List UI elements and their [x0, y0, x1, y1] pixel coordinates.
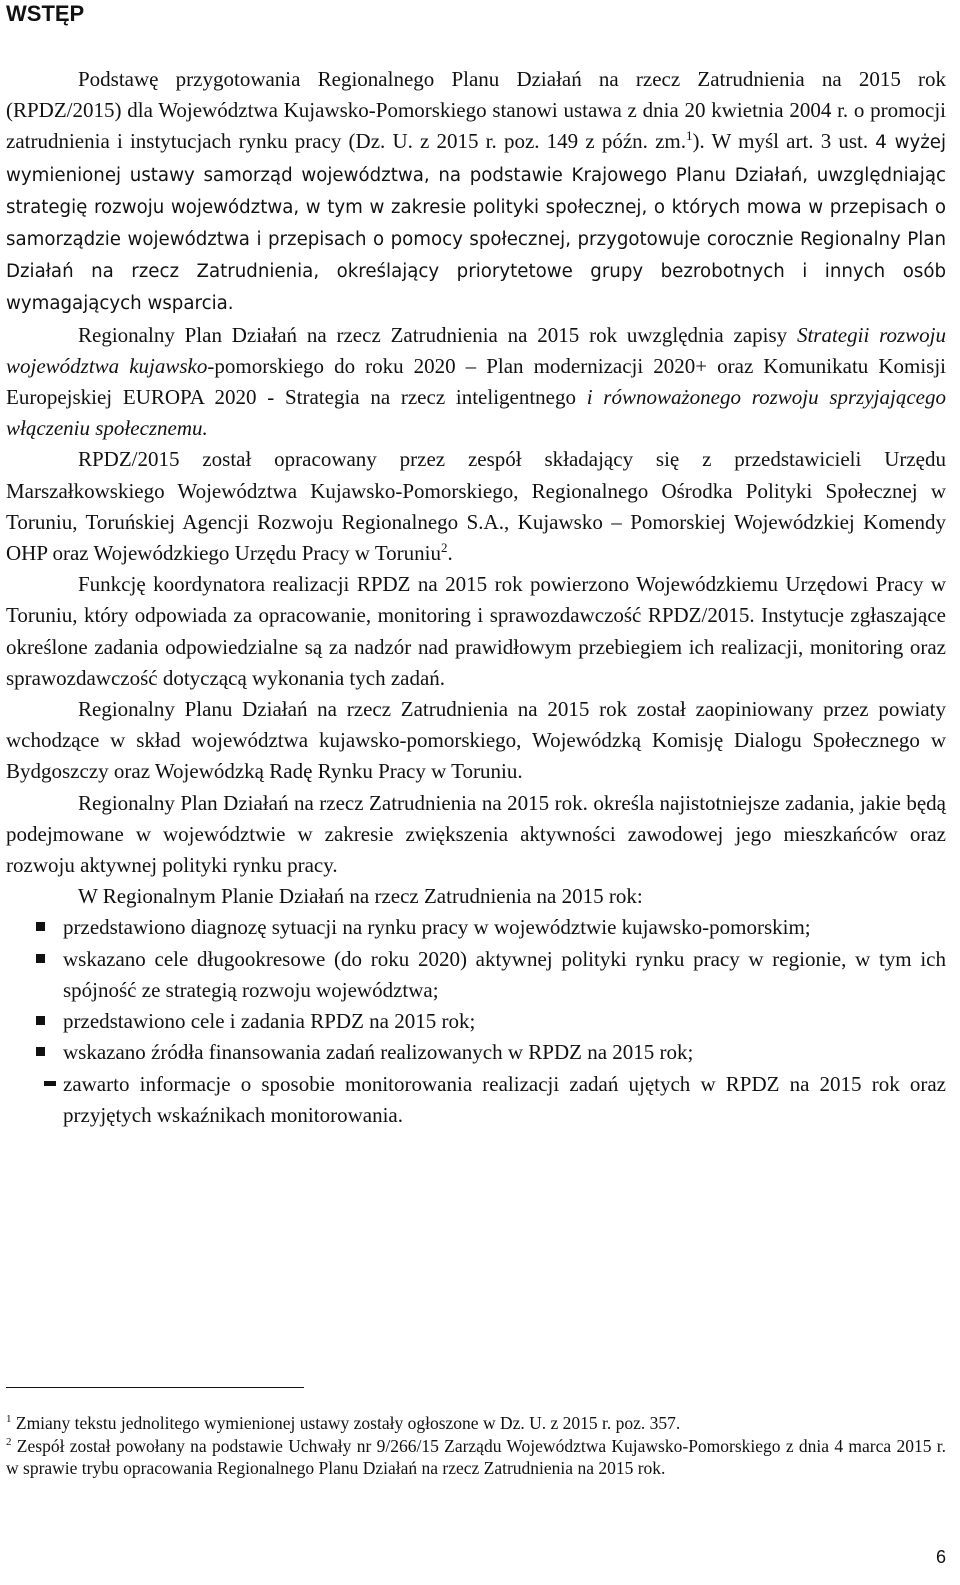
footnote-text: Zmiany tekstu jednolitego wymienionej ustawy zostały ogłoszone w Dz. U. z 2015 r. poz. 357. [11, 1413, 681, 1433]
footnote-ref-2[interactable]: 2 [441, 540, 448, 556]
square-bullet-icon [44, 1081, 56, 1086]
page-heading: WSTĘP [6, 1, 85, 26]
square-bullet-icon [36, 922, 45, 931]
list-item [6, 1037, 946, 1068]
paragraph-text: -pomorskiego do roku 2020 – Plan modernizacji 2020+ oraz Komunikatu Komisji Europejskiej EUROPA 2020 - Strategia na rzecz inteligentnego [6, 353, 947, 410]
square-bullet-icon [36, 1016, 45, 1025]
italic-text: i równoważonego rozwoju sprzyjającego włączeniu społecznemu. [6, 385, 946, 441]
paragraph-tasks: Regionalny Plan Działań na rzecz Zatrudnienia na 2015 rok. określa najistotniejsze zadania, jakie będą podejmowane w województwie w zakresie zwiększenia aktywności zawodowej jego mieszkańców oraz rozwoju aktywnej polityki rynku pracy. [6, 790, 946, 878]
body-text [6, 64, 946, 1131]
paragraph-text: RPDZ/2015 został opracowany przez zespół składający się z przedstawicieli Urzędu Marszałkowskiego Województwa Kujawsko-Pomorskiego, Regionalnego Ośrodka Polityki Społecznej w Toruniu, Toruńskiej Agencji Rozwoju Regionalnego S.A., Kujawsko – Pomorskiej Wojewódzkiej Komendy OHP oraz Wojewódzkiego Urzędu Pracy w Toruniu [6, 447, 946, 566]
list-item [6, 1006, 946, 1037]
footnote-ref-1[interactable]: 1 [685, 128, 693, 144]
paragraph-coordinator: Funkcję koordynatora realizacji RPDZ na 2015 rok powierzono Wojewódzkiemu Urzędowi Pracy w Toruniu, który odpowiada za opracowanie, monitoring i sprawozdawczość RPDZ/2015. Instytucje zgłaszające określone zadania odpowiedzialne są za nadzór nad prawidłowym przebiegiem ich realizacji, monitoring oraz sprawozdawczość dotyczącą wykonania tych zadań. [6, 572, 946, 690]
list-item-text: wskazano źródła finansowania zadań realizowanych w RPDZ na 2015 rok; [63, 1040, 694, 1065]
footnote-number: 1 [6, 1413, 12, 1426]
footnote-text: Zespół został powołany na podstawie Uchwały nr 9/266/15 Zarządu Województwa Kujawsko-Pomorskiego z dnia 4 marca 2015 r. w sprawie trybu opracowania Regionalnego Planu Działań na rzecz Zatrudnienia na 2015 rok. [6, 1435, 946, 1478]
footnote-divider [6, 1387, 304, 1388]
footnote-2 [6, 1435, 946, 1480]
list-item-text: przedstawiono diagnozę sytuacji na rynku pracy w województwie kujawsko-pomorskim; [63, 915, 811, 940]
list-item-text: zawarto informacje o sposobie monitorowania realizacji zadań ujętych w RPDZ na 2015 rok oraz przyjętych wskaźnikach monitorowania. [63, 1071, 946, 1127]
square-bullet-icon [36, 954, 45, 963]
paragraph-strategy [6, 320, 946, 445]
footnote-1 [6, 1412, 946, 1435]
italic-text: Strategii rozwoju województwa kujawsko [6, 322, 946, 378]
square-bullet-icon [36, 1047, 45, 1056]
bullet-list [6, 912, 946, 1130]
paragraph-legal-basis [6, 64, 946, 320]
list-item [6, 1069, 946, 1131]
list-item [6, 944, 946, 1006]
list-item-text: wskazano cele długookresowe (do roku 2020) aktywnej polityki rynku pracy w regionie, w tym ich spójność ze strategią rozwoju województwa; [63, 946, 946, 1002]
footnotes [6, 1412, 946, 1480]
page-number: 6 [935, 1547, 946, 1567]
list-item-text: przedstawiono cele i zadania RPDZ na 2015 rok; [63, 1009, 476, 1034]
paragraph-text: . [447, 541, 453, 566]
paragraph-team [6, 444, 946, 569]
paragraph-text: Podstawę przygotowania Regionalnego Planu Działań na rzecz Zatrudnienia na 2015 rok (RPDZ/2015) dla Województwa Kujawsko-Pomorskiego stanowi ustawa z dnia 20 kwietnia 2004 r. o promocji zatrudnienia i instytucjach rynku pracy (Dz. U. z 2015 r. poz. 149 z późn. zm. [6, 67, 946, 154]
paragraph-list-intro: W Regionalnym Planie Działań na rzecz Zatrudnienia na 2015 rok: [78, 884, 643, 909]
footnote-number: 2 [6, 1435, 12, 1448]
paragraph-text: ). W myśl art. 3 ust. [692, 129, 876, 154]
paragraph-text: 4 wyżej wymienionej ustawy samorząd województwa, na podstawie Krajowego Planu Działań, uwzględniając strategię rozwoju województwa, w tym w zakresie polityki społecznej, o których mowa w przepisach o samorządzie województwa i przepisach o pomocy społecznej, przygotowuje corocznie Regionalny Plan Działań na rzecz Zatrudnienia, określający priorytetowe grupy bezrobotnych i innych osób wymagających wsparcia. [6, 132, 946, 315]
list-item [6, 912, 946, 943]
paragraph-opinion: Regionalny Planu Działań na rzecz Zatrudnienia na 2015 rok został zaopiniowany przez powiaty wchodzące w skład województwa kujawsko-pomorskiego, Wojewódzką Komisję Dialogu Społecznego w Bydgoszczy oraz Wojewódzką Radę Rynku Pracy w Toruniu. [6, 697, 946, 784]
paragraph-text: Regionalny Plan Działań na rzecz Zatrudnienia na 2015 rok uwzględnia zapisy [78, 322, 797, 347]
